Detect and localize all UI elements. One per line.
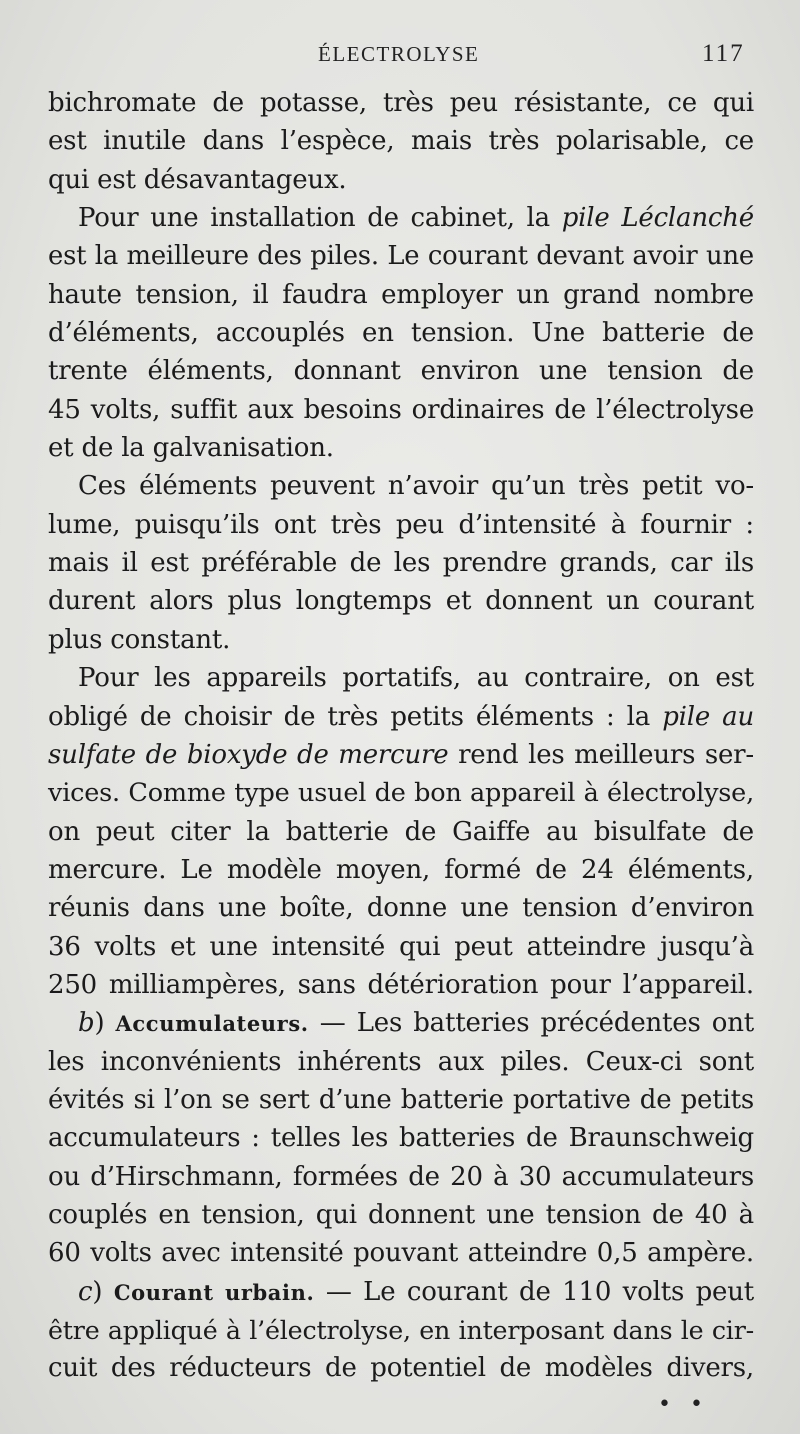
- text-line: bichromate de potasse, très peu résistante, ce qui: [48, 88, 754, 118]
- text-line: 36 volts et une intensité qui peut atteindre jusqu’à: [48, 931, 754, 962]
- text-line: couplés en tension, qui donnent une tension de 40 à: [48, 1199, 754, 1230]
- running-head: [0, 40, 800, 70]
- text-line: obligé de choisir de très petits éléments : la pile au: [48, 701, 755, 732]
- text-line: sulfate de bioxyde de mercure rend les meilleurs ser-: [48, 739, 754, 770]
- text-line: plus constant.: [48, 624, 231, 655]
- text-line: évités si l’on se sert d’une batterie portative de petits: [48, 1084, 754, 1115]
- text-line: qui est désavantageux.: [48, 164, 347, 195]
- page-number: 117: [702, 40, 745, 67]
- section-title: Courant urbain.: [113, 1279, 315, 1305]
- text-line: Ces éléments peuvent n’avoir qu’un très petit vo-: [78, 471, 754, 502]
- section-heading-line: c) Courant urbain. — Le courant de 110 volts peut: [78, 1276, 755, 1307]
- section-title: Accumulateurs.: [115, 1011, 309, 1037]
- text-line: cuit des réducteurs de potentiel de modèles divers,: [48, 1353, 754, 1384]
- text-line: Pour une installation de cabinet, la pile Léclanché: [78, 203, 754, 234]
- section-letter: b: [78, 1008, 95, 1039]
- body-text: [48, 84, 754, 1388]
- text-line: mais il est préférable de les prendre grands, car ils: [48, 548, 754, 579]
- text-line: accumulateurs : telles les batteries de Braunschweig: [48, 1123, 754, 1154]
- text-line: haute tension, il faudra employer un grand nombre: [48, 279, 754, 310]
- text-line: ou d’Hirschmann, formées de 20 à 30 accumulateurs: [48, 1161, 754, 1192]
- text-line: Pour les appareils portatifs, au contraire, on est: [78, 663, 754, 694]
- text-line: lume, puisqu’ils ont très peu d’intensité à fournir :: [48, 509, 754, 540]
- text-line: est inutile dans l’espèce, mais très polarisable, ce: [48, 126, 754, 157]
- signature-mark: • •: [658, 1392, 709, 1417]
- text-line: 60 volts avec intensité pouvant atteindre 0,5 ampère.: [48, 1238, 754, 1269]
- text-line: vices. Comme type usuel de bon appareil à électrolyse,: [48, 778, 754, 809]
- text-line: réunis dans une boîte, donne une tension d’environ: [48, 893, 754, 924]
- text-line: on peut citer la batterie de Gaiffe au bisulfate de: [48, 816, 754, 847]
- text-line: mercure. Le modèle moyen, formé de 24 éléments,: [48, 854, 754, 885]
- text-line: 250 milliampères, sans détérioration pour l’appareil.: [48, 969, 754, 1000]
- italic-term: sulfate de bioxyde de mercure: [48, 739, 449, 770]
- text-line: être appliqué à l’électrolyse, en interposant dans le cir-: [48, 1315, 754, 1345]
- text-line: 45 volts, suffit aux besoins ordinaires de l’électrolyse: [48, 394, 754, 425]
- section-heading-line: b) Accumulateurs. — Les batteries précédentes ont: [78, 1008, 754, 1039]
- text-line: est la meilleure des piles. Le courant devant avoir une: [48, 241, 754, 272]
- text-line: durent alors plus longtemps et donnent un courant: [48, 586, 754, 617]
- text-line: trente éléments, donnant environ une tension de: [48, 356, 754, 387]
- italic-term: pile Léclanché: [561, 203, 754, 234]
- text-line: d’éléments, accouplés en tension. Une batterie de: [48, 318, 754, 349]
- italic-term: pile au: [662, 701, 755, 732]
- text-line: les inconvénients inhérents aux piles. Ceux-ci sont: [48, 1046, 754, 1077]
- running-title: ÉLECTROLYSE: [318, 42, 480, 66]
- text-line: et de la galvanisation.: [48, 433, 334, 464]
- section-letter: c: [78, 1276, 93, 1307]
